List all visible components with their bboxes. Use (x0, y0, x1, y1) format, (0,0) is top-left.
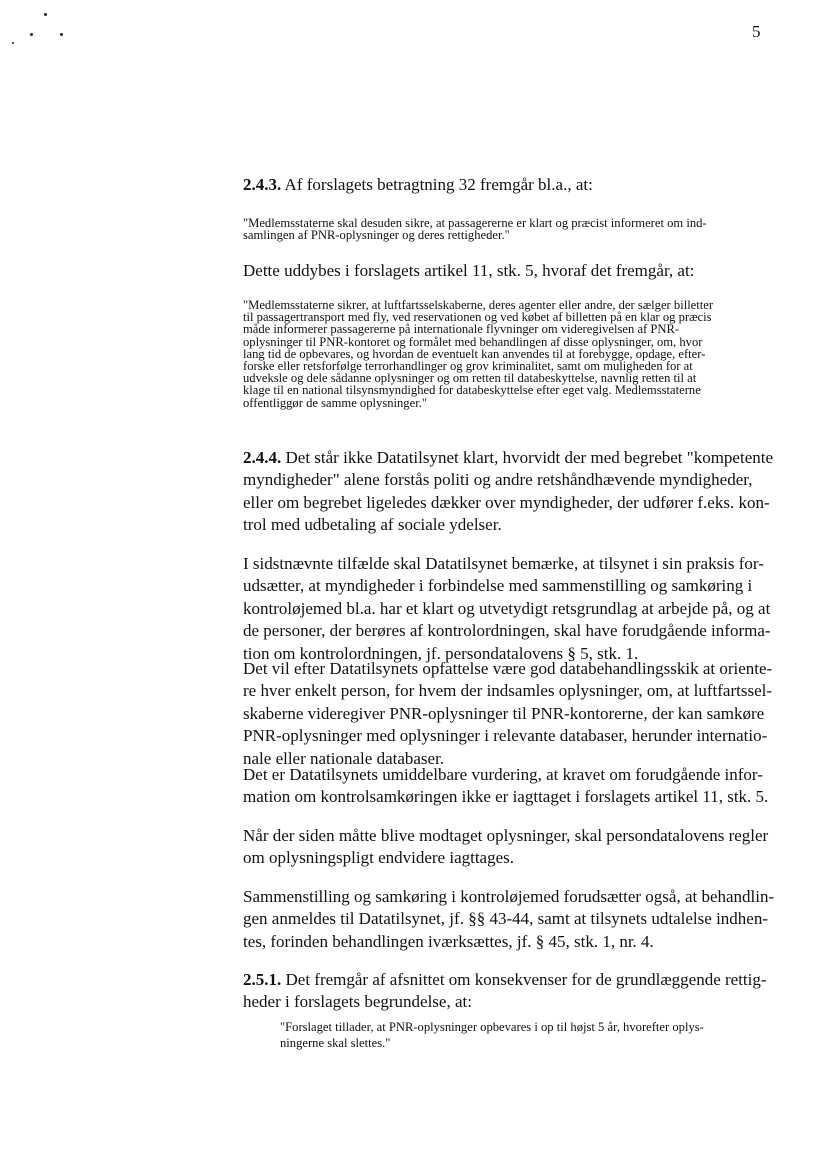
text-line: forske eller retsforfølge terrorhandlinger og grov kriminalitet, samt om muligheden for at (243, 358, 693, 373)
section-2-4-4 (243, 447, 773, 537)
text-line: de personer, der berøres af kontrolordningen, skal have forudgående informa- (243, 621, 771, 641)
text-line: heder i forslagets begrundelse, at: (243, 992, 472, 1012)
text-line: eller om begrebet ligeledes dækker over myndigheder, der udfører f.eks. kon- (243, 492, 770, 512)
text-line: kontroløjemed bl.a. har et klart og utvetydigt retsgrundlag at arbejde på, og at (243, 598, 771, 618)
text-line: oplysninger til PNR-kontoret og formålet med behandlingen af disse oplysninger, om, hvor (243, 334, 703, 349)
scan-speck (44, 13, 47, 16)
quote-opbevaring (280, 1019, 704, 1051)
text-line: 2.4.3. Af forslagets betragtning 32 fremgår bl.a., at: (243, 175, 593, 194)
text-line: Sammenstilling og samkøring i kontroløjemed forudsætter også, at behandlin- (243, 887, 775, 906)
scan-speck (30, 33, 33, 36)
paragraph-vurdering (243, 764, 768, 809)
text-line: re hver enkelt person, for hvem der indsamles oplysninger, om, at luftfartssel- (243, 681, 773, 701)
text-line: "Forslaget tillader, at PNR-oplysninger opbevares i op til højst 5 år, hvorefter oplys- (280, 1020, 704, 1034)
text-line: PNR-oplysninger med oplysninger i relevante databaser, herunder internatio- (243, 726, 768, 746)
quote-article-11 (243, 299, 713, 409)
text-line: 2.4.4. Det står ikke Datatilsynet klart, hvorvidt der med begrebet "kompetente (243, 448, 774, 467)
paragraph-article-11 (243, 260, 694, 282)
text-line: "Medlemsstaterne skal desuden sikre, at passagererne er klart og præcist informeret om ind- (243, 216, 707, 230)
paragraph-sidstnaevnte (243, 553, 771, 665)
text-line: samlingen af PNR-oplysninger og deres rettigheder." (243, 228, 510, 243)
section-2-4-3-heading (243, 174, 593, 196)
text-line: nale eller nationale databaser. (243, 748, 445, 768)
text-line: gen anmeldes til Datatilsynet, jf. §§ 43-44, samt at tilsynets udtalelse indhen- (243, 909, 768, 929)
text-line: Det er Datatilsynets umiddelbare vurdering, at kravet om forudgående infor- (243, 765, 763, 784)
text-line: måde informerer passagererne på internationale flyvninger om videregivelsen af PNR- (243, 322, 680, 337)
paragraph-god-databehandlingsskik (243, 658, 772, 770)
page-number: 5 (752, 22, 761, 41)
section-number: 2.5.1. (243, 970, 282, 989)
text-line: klage til en national tilsynsmyndighed for databeskyttelse efter eget valg. Medlemsstaterne (243, 383, 701, 398)
text-line: I sidstnævnte tilfælde skal Datatilsynet bemærke, at tilsynet i sin praksis for- (243, 554, 764, 573)
text-line: offentliggør de samme oplysninger." (243, 395, 427, 410)
text-line: myndigheder" alene forstås politi og andre retshåndhævende myndigheder, (243, 470, 753, 490)
text-line: om oplysningspligt endvidere iagttages. (243, 848, 515, 868)
text-line: ningerne skal slettes." (280, 1036, 391, 1050)
text-line: 2.5.1. Det fremgår af afsnittet om konsekvenser for de grundlæggende rettig- (243, 970, 767, 989)
text-line: Det vil efter Datatilsynets opfattelse være god databehandlingsskik at oriente- (243, 659, 773, 678)
section-number: 2.4.4. (243, 448, 282, 467)
text-line: lang tid de opbevares, og hvordan de eventuelt kan anvendes til at forebygge, opdage, efter- (243, 346, 706, 361)
text-line: til passagertransport med fly, ved reservationen og ved købet af billetten på en klar og præcis (243, 310, 712, 325)
text-line: udveksle og dele sådanne oplysninger og om retten til databeskyttelse, navnlig retten til at (243, 371, 697, 386)
section-2-5-1 (243, 969, 767, 1014)
text-line: tes, forinden behandlingen iværksættes, jf. § 45, stk. 1, nr. 4. (243, 931, 654, 951)
section-number: 2.4.3. (243, 175, 282, 194)
paragraph-oplysningspligt (243, 825, 768, 870)
text-line: "Medlemsstaterne sikrer, at luftfartsselskaberne, deres agenter eller andre, der sælger billetter (243, 298, 714, 312)
scan-speck (60, 33, 63, 36)
text-line: Dette uddybes i forslagets artikel 11, stk. 5, hvoraf det fremgår, at: (243, 261, 695, 280)
text-line: trol med udbetaling af sociale ydelser. (243, 515, 502, 535)
text-line: skaberne videregiver PNR-oplysninger til PNR-kontorerne, der kan samkøre (243, 703, 765, 723)
quote-recital-32 (243, 217, 707, 241)
text-line: udsætter, at myndigheder i forbindelse med sammenstilling og samkøring i (243, 576, 753, 596)
paragraph-anmeldelse (243, 886, 774, 953)
text-line: tion om kontrolordningen, jf. persondatalovens § 5, stk. 1. (243, 643, 639, 663)
text-line: mation om kontrolsamkøringen ikke er iagttaget i forslagets artikel 11, stk. 5. (243, 787, 769, 807)
text-line: Når der siden måtte blive modtaget oplysninger, skal persondatalovens regler (243, 826, 769, 845)
scan-speck (12, 42, 14, 44)
